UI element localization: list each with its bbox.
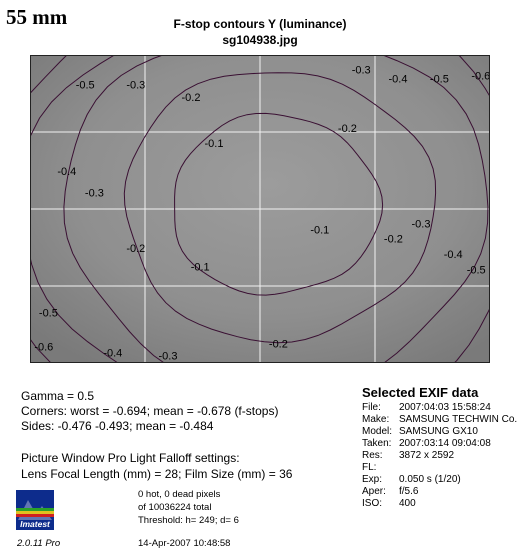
contour-label: -0.4 [103,347,123,360]
exif-value: SAMSUNG GX10 [399,426,478,437]
contour-label: -0.3 [411,218,431,231]
contour-label: -0.2 [126,242,146,255]
contour-plot [30,55,490,363]
exif-key: Model: [362,426,393,437]
contour-label: -0.5 [38,307,58,320]
exif-row [362,486,517,498]
contour-label: -0.5 [429,73,449,86]
contour-label: -0.4 [388,73,408,86]
exif-key: Aper: [362,486,386,497]
exif-row [362,402,517,414]
contour-label: -0.5 [466,264,486,277]
exif-key: Exp: [362,474,383,485]
contour-label: -0.3 [351,64,371,77]
contour-label: -0.6 [34,341,54,354]
total-pixels: of 10036224 total [138,502,212,513]
logo-text: Imatest [20,519,50,529]
contour-label: -0.1 [190,261,210,274]
version-text: 2.0.11 Pro [17,538,61,549]
exif-title: Selected EXIF data [362,385,479,400]
hot-dead-pixels: 0 hot, 0 dead pixels [138,489,221,500]
exif-key: Make: [362,414,390,425]
sides-text: Sides: -0.476 -0.493; mean = -0.484 [21,419,214,433]
contour-label: -0.4 [57,165,77,178]
contour-label: -0.2 [268,338,288,351]
gamma-text: Gamma = 0.5 [21,389,95,403]
contour-label: -0.1 [310,224,330,237]
exif-key: FL: [362,462,377,473]
contour-label: -0.5 [75,79,95,92]
exif-row [362,450,517,462]
chart-title: F-stop contours Y (luminance) [173,17,347,31]
contour-label: -0.6 [471,70,490,83]
pw-title: Picture Window Pro Light Falloff settings: [21,451,240,465]
threshold-text: Threshold: h= 249; d= 6 [138,515,239,526]
pw-values: Lens Focal Length (mm) = 28; Film Size (mm) = 36 [21,467,293,481]
exif-row [362,426,517,438]
imatest-logo-icon [16,490,54,534]
chart-subtitle: sg104938.jpg [222,33,298,47]
exif-value: 2007:03:14 09:04:08 [399,438,491,449]
contour-label: -0.4 [443,249,463,262]
contour-label: -0.3 [158,350,178,363]
exif-value: 2007:04:03 15:58:24 [399,402,491,413]
contour-label: -0.2 [383,233,403,246]
contour-label: -0.2 [337,122,357,135]
exif-table [362,402,517,510]
contour-label: -0.2 [181,92,201,105]
timestamp: 14-Apr-2007 10:48:58 [138,538,231,549]
exif-value: 0.050 s (1/20) [399,474,461,485]
exif-value: 3872 x 2592 [399,450,455,461]
contour-label: -0.3 [126,79,146,92]
contour-label: -0.1 [204,138,224,151]
corners-text: Corners: worst = -0.694; mean = -0.678 (f-stops) [21,404,279,418]
contour-label: -0.3 [84,187,104,200]
exif-key: Taken: [362,438,392,449]
exif-key: ISO: [362,498,383,509]
exif-key: Res: [362,450,383,461]
exif-value: 400 [399,498,416,509]
exif-value: SAMSUNG TECHWIN Co. [399,414,518,425]
exif-key: File: [362,402,381,413]
page-heading: 55 mm [6,5,68,29]
exif-row [362,498,517,510]
exif-row [362,474,517,486]
exif-row [362,414,517,426]
exif-value: f/5.6 [399,486,419,497]
exif-row [362,462,517,474]
exif-row [362,438,517,450]
